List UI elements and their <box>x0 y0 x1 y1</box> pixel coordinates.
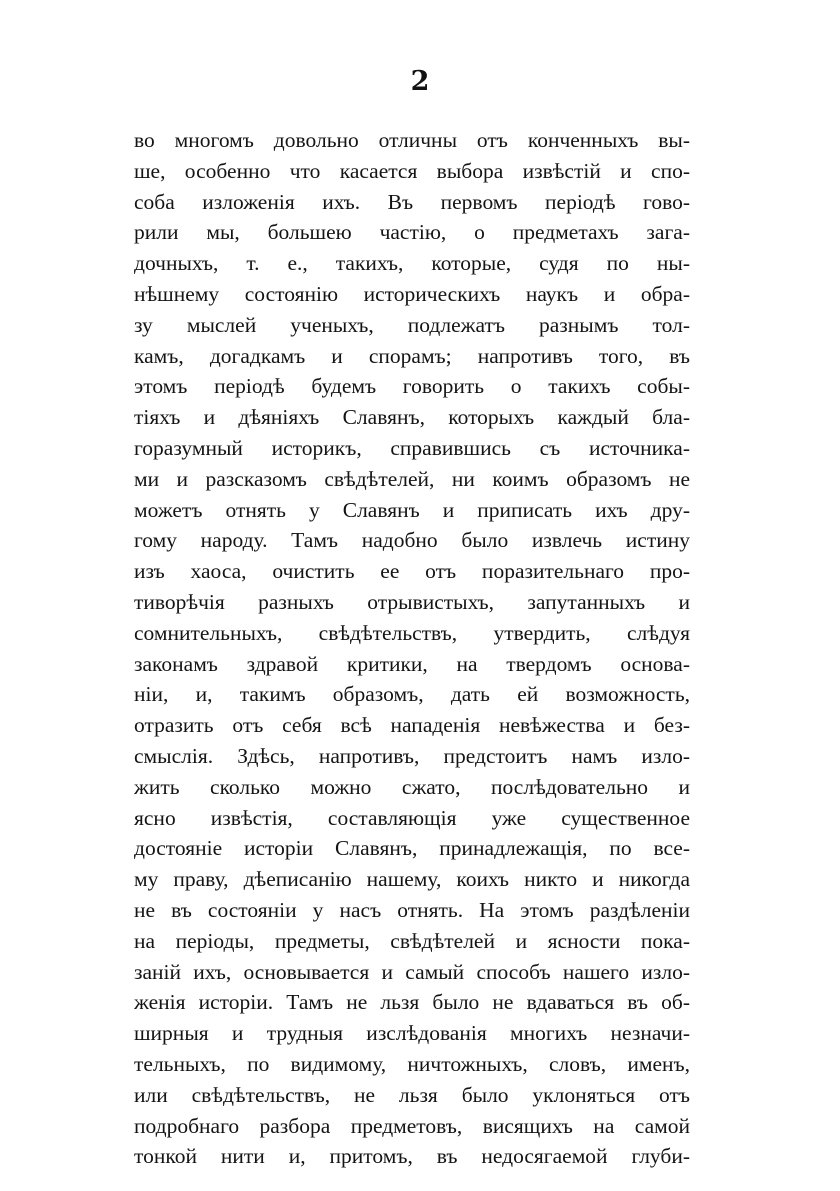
text-line: дочныхъ, т. е., такихъ, которые, судя по ны- <box>134 251 690 276</box>
text-line: нѣшнему состоянію историческихъ наукъ и обра- <box>134 281 690 306</box>
text-line: подробнаго разбора предметовъ, висящихъ на самой <box>134 1113 690 1138</box>
text-line: тіяхъ и дѣяніяхъ Славянъ, которыхъ каждый бла- <box>134 405 690 430</box>
text-line: во многомъ довольно отличны отъ конченныхъ вы- <box>134 128 690 152</box>
page-number: 2 <box>410 66 430 97</box>
text-line: ми и разсказомъ свѣдѣтелей, ни коимъ образомъ не <box>134 466 690 491</box>
text-line: отразить отъ себя всѣ нападенія невѣжества и без- <box>134 713 690 738</box>
text-line: ше, особенно что касается выбора извѣстій и спо- <box>134 158 690 183</box>
text-line: заній ихъ, основывается и самый способъ нашего изло- <box>134 959 690 984</box>
text-line: или свѣдѣтельствъ, не льзя было уклоняться отъ <box>134 1082 690 1107</box>
text-line: на періоды, предметы, свѣдѣтелей и ясности пока- <box>134 928 690 953</box>
text-line: смыслія. Здѣсь, напротивъ, предстоитъ намъ изло- <box>134 743 690 768</box>
text-line: законамъ здравой критики, на твердомъ основа- <box>134 651 690 676</box>
text-line: достояніе исторіи Славянъ, принадлежащія, по все- <box>134 836 690 861</box>
text-line: ширныя и трудныя изслѣдованія многихъ незначи- <box>134 1021 690 1046</box>
text-line: не въ состояніи у насъ отнять. На этомъ раздѣленіи <box>134 897 690 922</box>
text-line: зу мыслей ученыхъ, подлежатъ разнымъ тол- <box>134 312 690 337</box>
text-line: тонкой нити и, притомъ, въ недосягаемой глуби- <box>134 1144 690 1169</box>
text-line: тиворѣчія разныхъ отрывистыхъ, запутанныхъ и <box>134 589 690 614</box>
text-line: гому народу. Тамъ надобно было извлечь истину <box>134 528 690 553</box>
text-line: горазумный историкъ, справившись съ источника- <box>134 435 690 460</box>
text-line: ніи, и, такимъ образомъ, дать ей возможность, <box>134 682 690 707</box>
text-line: изъ хаоса, очистить ее отъ поразительнаго про- <box>134 559 690 584</box>
text-line: женія исторіи. Тамъ не льзя было не вдаваться въ об- <box>134 990 690 1015</box>
text-line: можетъ отнять у Славянъ и приписать ихъ дру- <box>134 497 690 522</box>
text-line: му праву, дѣеписанію нашему, коихъ никто и никогда <box>134 867 690 892</box>
text-line: ясно извѣстія, составляющія уже существенное <box>134 805 690 830</box>
body-text <box>134 125 690 1172</box>
text-line: рили мы, большею частію, о предметахъ зага- <box>134 220 690 245</box>
text-line: этомъ періодѣ будемъ говорить о такихъ собы- <box>134 374 690 399</box>
text-line: соба изложенія ихъ. Въ первомъ періодѣ гово- <box>134 189 690 214</box>
text-line: сомнительныхъ, свѣдѣтельствъ, утвердить, слѣдуя <box>134 620 690 645</box>
text-line: камъ, догадкамъ и спорамъ; напротивъ того, въ <box>134 343 690 368</box>
text-line: тельныхъ, по видимому, ничтожныхъ, словъ, именъ, <box>134 1051 690 1076</box>
text-line: жить сколько можно сжато, послѣдовательно и <box>134 774 690 799</box>
